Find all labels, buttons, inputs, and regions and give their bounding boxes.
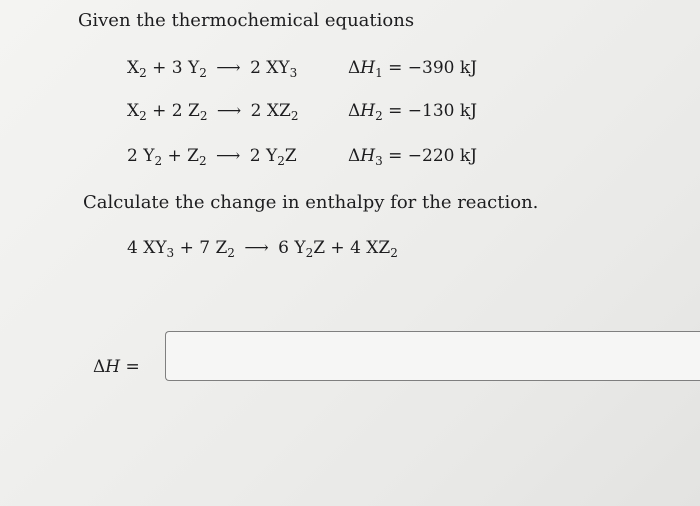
equation-1: $X_2 + 3$ $Y_2$ ⟶ 2 $XY_3$	[127, 58, 298, 80]
reaction-arrow: ⟶	[216, 101, 242, 121]
delta-h-3: $\Delta H_3 = -220$ kJ	[348, 146, 478, 168]
reaction-arrow: ⟶	[216, 146, 241, 166]
target-reaction: 4 $XY_3 + 7$ $Z_2$ ⟶ 6 $Y_2Z + 4$ $XZ_2$	[127, 238, 398, 260]
reaction-arrow: ⟶	[244, 238, 269, 258]
reaction-arrow: ⟶	[216, 58, 241, 78]
delta-h-2: $\Delta H_2 = -130$ kJ	[348, 101, 478, 123]
answer-label: ΔH =	[93, 357, 140, 377]
equation-3: 2 $Y_2 + Z_2$ ⟶ 2 $Y_2Z$	[127, 146, 297, 168]
equation-2: $X_2 + 2$ $Z_2$ ⟶ 2 $XZ_2$	[127, 101, 299, 123]
delta-h-1: $\Delta H_1 = -390$ kJ	[348, 58, 478, 80]
intro-text: Given the thermochemical equations	[78, 10, 415, 31]
answer-input[interactable]	[165, 331, 700, 381]
instruction-text: Calculate the change in enthalpy for the reaction.	[83, 192, 539, 213]
